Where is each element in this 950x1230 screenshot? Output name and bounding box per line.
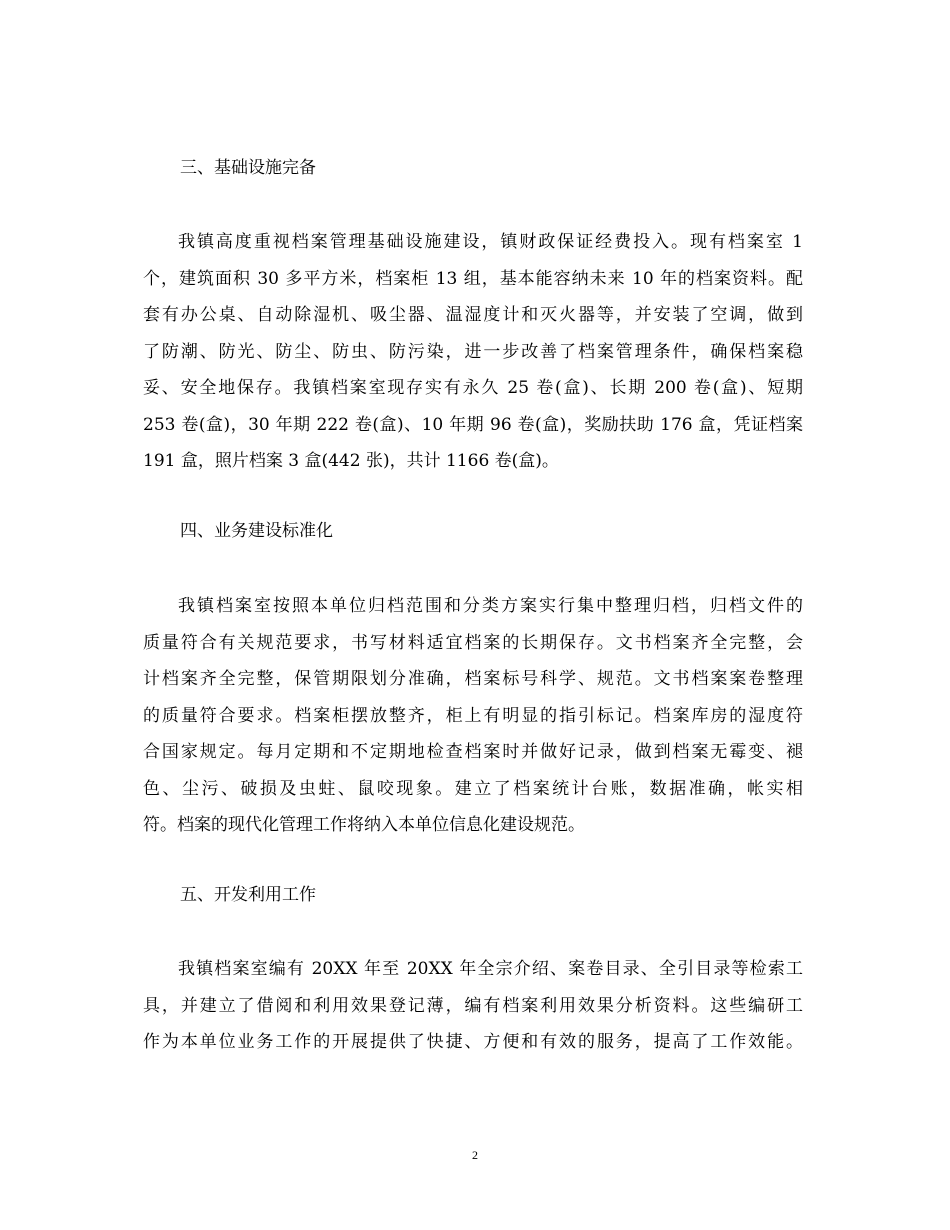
paragraph-line: 个，建筑面积 30 多平方米，档案柜 13 组，基本能容纳未来 10 年的档案资料。配 <box>143 268 803 289</box>
page-number: 2 <box>472 1148 478 1162</box>
paragraph-line: 我镇档案室编有 20XX 年至 20XX 年全宗介绍、案卷目录、全引目录等检索工 <box>178 959 803 979</box>
paragraph-line: 妥、安全地保存。我镇档案室现存实有永久 25 卷(盒)、长期 200 卷(盒)、短期 <box>143 378 803 398</box>
section-heading: 三、基础设施完备 <box>180 158 316 178</box>
paragraph-line: 计档案齐全完整，保管期限划分准确，档案标号科学、规范。文书档案案卷整理 <box>143 669 803 689</box>
paragraph-line: 作为本单位业务工作的开展提供了快捷、方便和有效的服务，提高了工作效能。 <box>143 1032 803 1052</box>
section-heading: 四、业务建设标准化 <box>180 521 333 541</box>
paragraph-line: 我镇档案室按照本单位归档范围和分类方案实行集中整理归档，归档文件的 <box>178 596 803 616</box>
paragraph-line: 套有办公桌、自动除湿机、吸尘器、温湿度计和灭火器等，并安装了空调，做到 <box>143 305 803 325</box>
paragraph-line: 的质量符合要求。档案柜摆放整齐，柜上有明显的指引标记。档案库房的湿度符 <box>143 705 803 726</box>
section-heading: 五、开发利用工作 <box>180 885 316 905</box>
paragraph-line: 合国家规定。每月定期和不定期地检查档案时并做好记录，做到档案无霉变、褪 <box>143 742 803 762</box>
section-paragraph <box>143 224 803 480</box>
paragraph-line: 色、尘污、破损及虫蛀、鼠咬现象。建立了档案统计台账，数据准确，帐实相 <box>143 778 803 799</box>
paragraph-line: 质量符合有关规范要求，书写材料适宜档案的长期保存。文书档案齐全完整，会 <box>143 632 803 653</box>
paragraph-line: 253 卷(盒)，30 年期 222 卷(盒)、10 年期 96 卷(盒)，奖励扶助 176 盒，凭证档案 <box>143 414 803 435</box>
paragraph-line: 具，并建立了借阅和利用效果登记薄，编有档案利用效果分析资料。这些编研工 <box>143 995 803 1016</box>
paragraph-line: 了防潮、防光、防尘、防虫、防污染，进一步改善了档案管理条件，确保档案稳 <box>143 341 803 362</box>
paragraph-line: 符。档案的现代化管理工作将纳入本单位信息化建设规范。 <box>143 815 585 835</box>
section-paragraph <box>143 588 803 844</box>
section-paragraph <box>143 951 803 1061</box>
paragraph-line: 191 盒，照片档案 3 盒(442 张)，共计 1166 卷(盒)。 <box>143 451 559 471</box>
paragraph-line: 我镇高度重视档案管理基础设施建设，镇财政保证经费投入。现有档案室 1 <box>178 232 803 252</box>
